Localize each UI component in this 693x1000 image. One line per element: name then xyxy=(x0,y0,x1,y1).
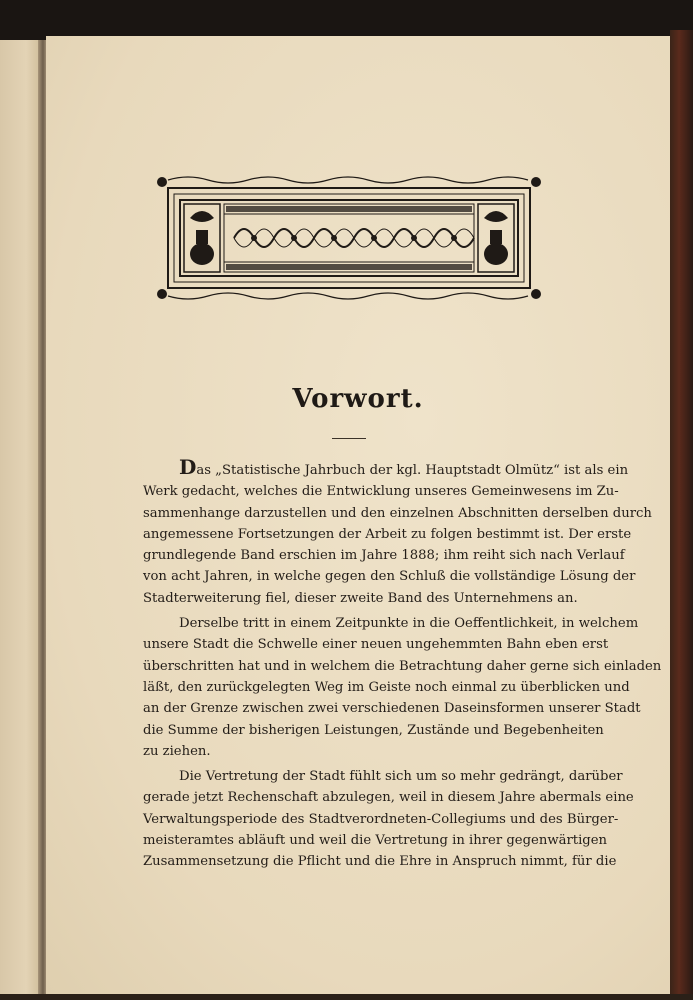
text-line: an der Grenze zwischen zwei verschiedenen Daseinsformen unserer Stadt xyxy=(143,701,641,717)
text-line: von acht Jahren, in welche gegen den Schluß die vollständige Lösung der xyxy=(143,569,636,585)
text-line: Die Vertretung der Stadt fühlt sich um so mehr gedrängt, darüber xyxy=(179,769,623,785)
page-title: Vorwort. xyxy=(292,384,424,414)
text-line: gerade jetzt Rechenschaft abzulegen, weil in diesem Jahre abermals eine xyxy=(143,790,634,806)
text-line: Verwaltungsperiode des Stadtverordneten-Collegiums und des Bürger- xyxy=(143,811,619,827)
text-line: läßt, den zurückgelegten Weg im Geiste noch einmal zu überblicken und xyxy=(143,679,630,695)
text-line: sammenhange darzustellen und den einzelnen Abschnitten derselben durch xyxy=(143,505,652,521)
text-line: Das „Statistische Jahrbuch der kgl. Hauptstadt Olmütz“ ist als ein xyxy=(179,455,629,479)
foreword-text xyxy=(143,455,662,873)
drop-cap: D xyxy=(179,455,197,479)
text-line: Derselbe tritt in einem Zeitpunkte in die Oeffentlichkeit, in welchem xyxy=(179,616,639,632)
text-line: Zusammensetzung die Pflicht und die Ehre in Anspruch nimmt, für die xyxy=(143,854,617,870)
headpiece-ornament xyxy=(154,174,544,302)
text-line: zu ziehen. xyxy=(143,743,211,759)
title-divider xyxy=(332,438,366,439)
text-line: Werk gedacht, welches die Entwicklung unseres Gemeinwesens im Zu- xyxy=(143,484,619,500)
text-line: meisteramtes abläuft und weil die Vertretung in ihrer gegenwärtigen xyxy=(143,833,608,849)
text-line: überschritten hat und in welchem die Betrachtung daher gerne sich einladen xyxy=(143,658,662,674)
book-cover-edge xyxy=(670,30,693,1000)
bottom-shadow xyxy=(0,994,693,1000)
text-line: unsere Stadt die Schwelle einer neuen ungehemmten Bahn eben erst xyxy=(143,637,609,653)
text-line: grundlegende Band erschien im Jahre 1888; ihm reiht sich nach Verlauf xyxy=(143,548,625,564)
text-line: die Summe der bisherigen Leistungen, Zustände und Begebenheiten xyxy=(143,722,604,738)
text-line: angemessene Fortsetzungen der Arbeit zu folgen bestimmt ist. Der erste xyxy=(143,526,632,542)
text-line: Stadterweiterung fiel, dieser zweite Band des Unternehmens an. xyxy=(143,590,578,606)
